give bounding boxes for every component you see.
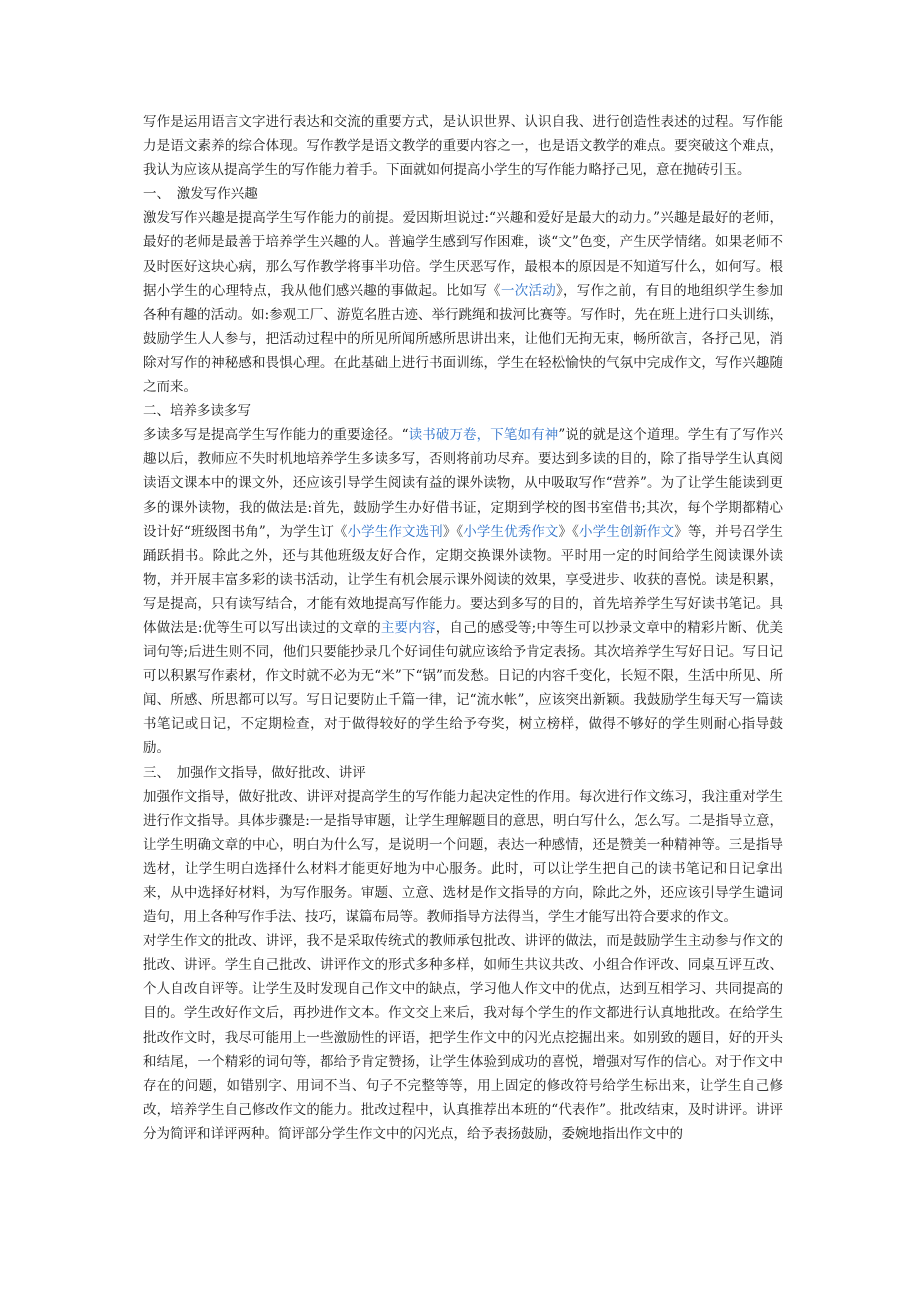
link-chuangxin-zuowen[interactable]: 小学生创新作文 bbox=[579, 523, 675, 540]
section-1-paragraph: 激发写作兴趣是提高学生写作能力的前提。爱因斯坦说过:“兴趣和爱好是最大的动力。”兴趣是最好的老师，最好的老师是最善于培养学生兴趣的人。普遍学生感到写作困难，谈“文”色变，产生厌学情绪。如果老师不及时医好这块心病，那么写作教学将事半功倍。学生厌恶写作，最根本的原因是不知道写什么，如何写。根据小学生的心理特点，我从他们感兴趣的事做起。比如写《一次活动》，写作之前，有目的地组织学生参加各种有趣的活动。如:参观工厂、游览名胜古迹、举行跳绳和拔河比赛等。写作时，先在班上进行口头训练，鼓励学生人人参与，把活动过程中的所见所闻所感所思讲出来，让他们无拘无束，畅所欲言，各抒己见，消除对写作的神秘感和畏惧心理。在此基础上进行书面训练，学生在轻松愉快的气氛中完成作文，写作兴趣随之而来。 bbox=[143, 210, 784, 396]
link-zuowen-xuankan[interactable]: 小学生作文选刊 bbox=[347, 523, 443, 540]
link-dushu-pojuan[interactable]: 读书破万卷，下笔如有神 bbox=[408, 427, 559, 444]
link-zhuyao-neirong[interactable]: 主要内容 bbox=[380, 619, 436, 636]
section-2-heading: 二、培养多读多写 bbox=[143, 403, 251, 420]
intro-paragraph: 写作是运用语言文字进行表达和交流的重要方式，是认识世界、认识自我、进行创造性表述的过程。写作能力是语文素养的综合体现。写作教学是语文教学的重要内容之一，也是语文教学的难点。要突破这个难点，我认为应该从提高学生的写作能力着手。下面就如何提高小学生的写作能力略抒己见，意在抛砖引玉。 bbox=[143, 114, 783, 179]
section-2-paragraph: 多读多写是提高学生写作能力的重要途径。“读书破万卷，下笔如有神”说的就是这个道理。学生有了写作兴趣以后，教师应不失时机地培养学生多读多写，否则将前功尽弃。要达到多读的目的，除了指导学生认真阅读语文课本中的课文外，还应该引导学生阅读有益的课外读物，从中吸取写作“营养”。为了让学生能读到更多的课外读物，我的做法是:首先，鼓励学生办好借书证，定期到学校的图书室借书;其次，每个学期都精心设计好“班级图书角”，为学生订《小学生作文选刊》《小学生优秀作文》《小学生创新作文》等，并号召学生踊跃捐书。除此之外，还与其他班级友好合作，定期交换课外读物。平时用一定的时间给学生阅读课外读物，并开展丰富多彩的读书活动，让学生有机会展示课外阅读的效果，享受进步、收获的喜悦。读是积累，写是提高，只有读写结合，才能有效地提高写作能力。要达到多写的目的，首先培养学生写好读书笔记。具体做法是:优等生可以写出读过的文章的主要内容，自己的感受等;中等生可以抄录文章中的精彩片断、优美词句等;后进生则不同，他们只要能抄录几个好词佳句就应该给予肯定表扬。其次培养学生写好日记。写日记可以积累写作素材，作文时就不必为无“米”下“锅”而发愁。日记的内容千变化，长短不限，生活中所见、所闻、所感、所思都可以写。写日记要防止千篇一律，记“流水帐”，应该突出新颖。我鼓励学生每天写一篇读书笔记或日记，不定期检查，对于做得较好的学生给予夸奖，树立榜样，做得不够好的学生则耐心指导鼓励。 bbox=[143, 427, 784, 757]
section-3-paragraph-1: 加强作文指导，做好批改、讲评对提高学生的写作能力起决定性的作用。每次进行作文练习，我注重对学生进行作文指导。具体步骤是:一是指导审题，让学生理解题目的意思，明白写什么，怎么写。二是指导立意，让学生明确文章的中心，明白为什么写，是说明一个问题，表达一种感情，还是赞美一种精神等。三是指导选材，让学生明白选择什么材料才能更好地为中心服务。此时，可以让学生把自己的读书笔记和日记拿出来，从中选择好材料，为写作服务。审题、立意、选材是作文指导的方向，除此之外，还应该引导学生谴词造句，用上各种写作手法、技巧，谋篇布局等。教师指导方法得当，学生才能写出符合要求的作文。 bbox=[143, 788, 783, 926]
document-body bbox=[143, 110, 783, 1146]
link-youxiu-zuowen[interactable]: 小学生优秀作文 bbox=[463, 523, 559, 540]
section-3-paragraph-2: 对学生作文的批改、讲评，我不是采取传统式的教师承包批改、讲评的做法，而是鼓励学生主动参与作文的批改、讲评。学生自己批改、讲评作文的形式多种多样，如师生共议共改、小组合作评改、同桌互评互改、个人自改自评等。让学生及时发现自己作文中的缺点，学习他人作文中的优点，达到互相学习、共同提高的目的。学生改好作文后，再抄进作文本。作文交上来后，我对每个学生的作文都进行认真地批改。在给学生批改作文时，我尽可能用上一些激励性的评语，把学生作文中的闪光点挖掘出来。如别致的题目，好的开头和结尾，一个精彩的词句等，都给予肯定赞扬，让学生体验到成功的喜悦，增强对写作的信心。对于作文中存在的问题，如错别字、用词不当、句子不完整等等，用上固定的修改符号给学生标出来，让学生自己修改，培养学生自己修改作文的能力。批改过程中，认真推荐出本班的“代表作”。批改结束，及时讲评。讲评分为简评和详评两种。简评部分学生作文中的闪光点，给予表扬鼓励，委婉地指出作文中的 bbox=[143, 933, 783, 1142]
section-3-heading: 三、 加强作文指导，做好批改、讲评 bbox=[143, 764, 366, 781]
section-1-heading: 一、 激发写作兴趣 bbox=[143, 186, 258, 203]
link-yici-huodong[interactable]: 一次活动 bbox=[500, 282, 557, 299]
